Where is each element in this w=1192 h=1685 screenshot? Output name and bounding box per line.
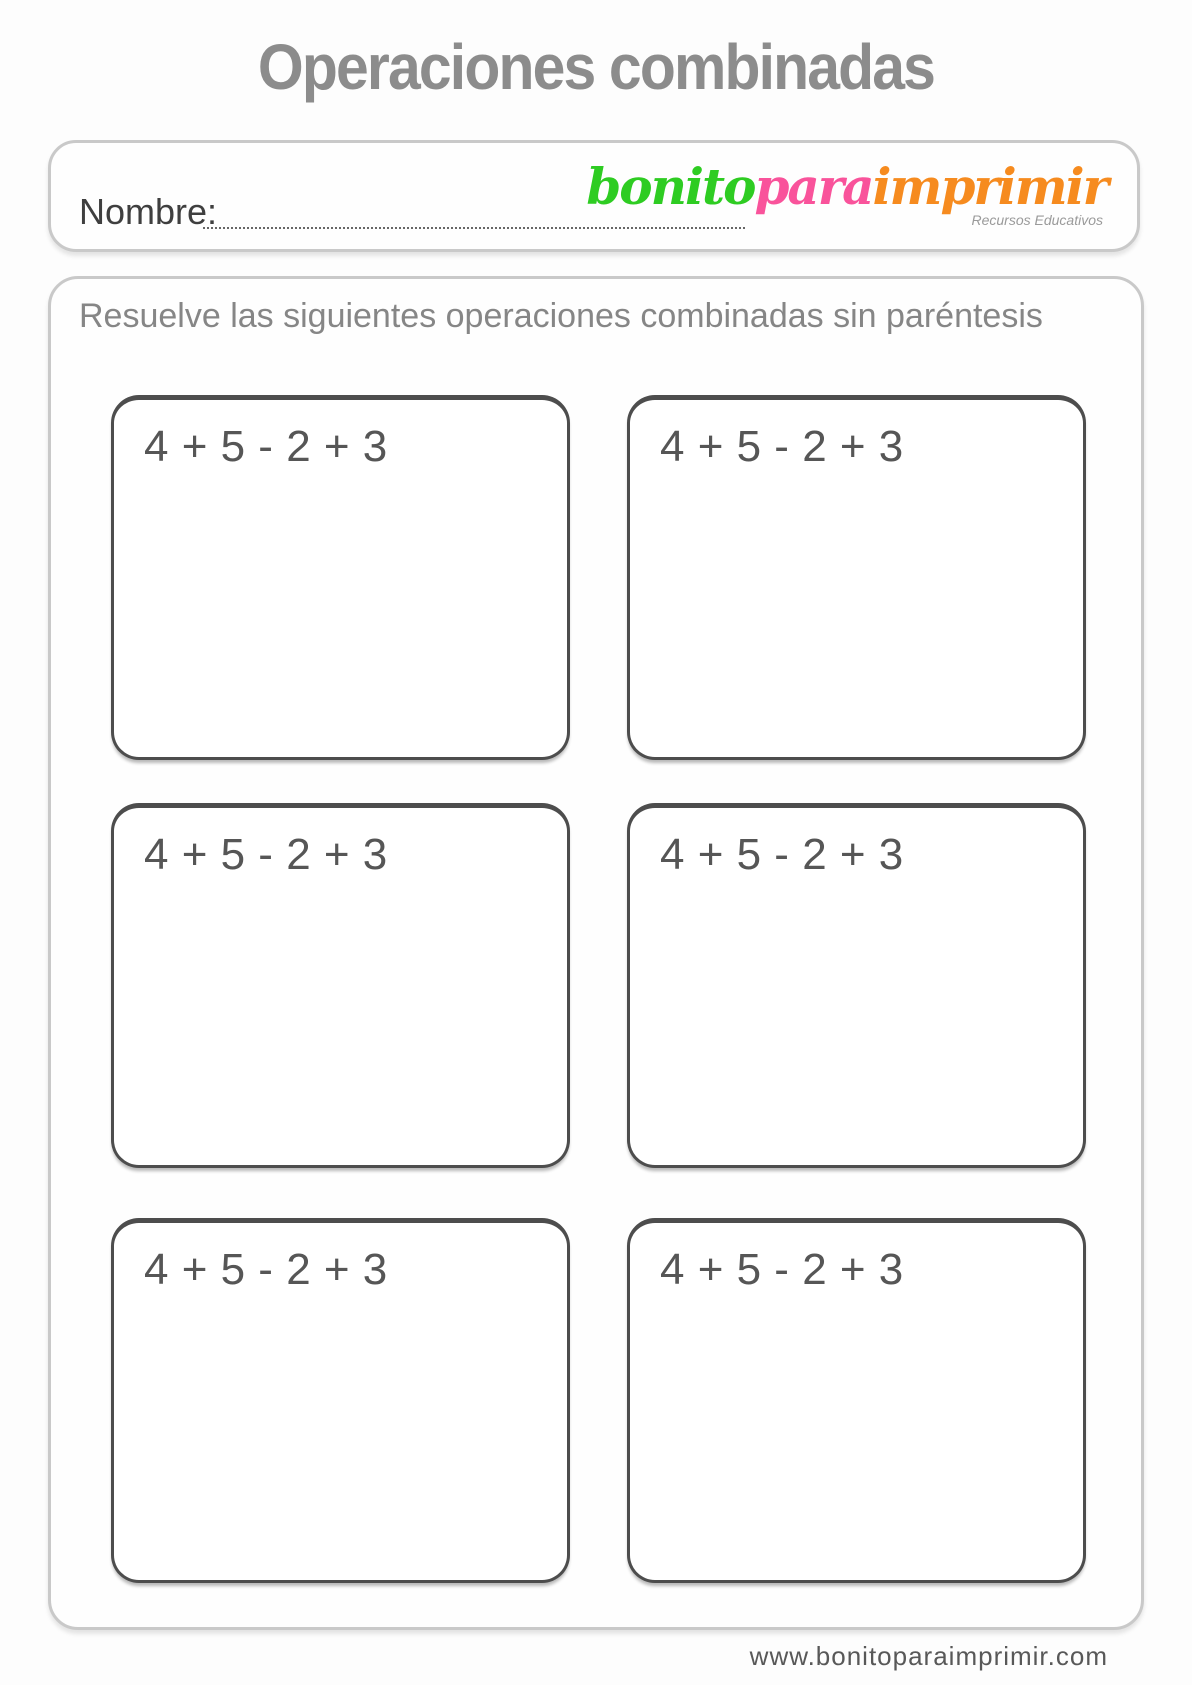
footer-url: www.bonitoparaimprimir.com	[749, 1641, 1108, 1671]
problem-card	[627, 395, 1086, 760]
brand-logo	[586, 157, 1107, 228]
worksheet-card	[48, 276, 1144, 1630]
expression-text: 4 + 5 - 2 + 3	[144, 830, 388, 879]
problem-card	[627, 803, 1086, 1168]
logo-segment-imprimir: imprimir	[872, 157, 1107, 216]
instruction-text: Resuelve las siguientes operaciones combinadas sin paréntesis	[79, 297, 1043, 335]
name-card	[48, 140, 1140, 252]
page-title: Operaciones combinadas	[257, 31, 935, 103]
logo-segment-bonito: bonito	[586, 157, 755, 216]
name-label: Nombre:	[79, 191, 218, 232]
expression-text: 4 + 5 - 2 + 3	[660, 1245, 904, 1294]
logo-segment-para: para	[754, 157, 873, 216]
problem-card	[111, 395, 570, 760]
expression-text: 4 + 5 - 2 + 3	[144, 1245, 388, 1294]
expression-text: 4 + 5 - 2 + 3	[660, 422, 904, 471]
problem-card	[111, 803, 570, 1168]
expression-text: 4 + 5 - 2 + 3	[660, 830, 904, 879]
brand-logo-subtitle: Recursos Educativos	[971, 211, 1103, 228]
brand-logo-text	[586, 157, 1107, 216]
problem-card	[111, 1218, 570, 1583]
problem-card	[627, 1218, 1086, 1583]
expression-text: 4 + 5 - 2 + 3	[144, 422, 388, 471]
